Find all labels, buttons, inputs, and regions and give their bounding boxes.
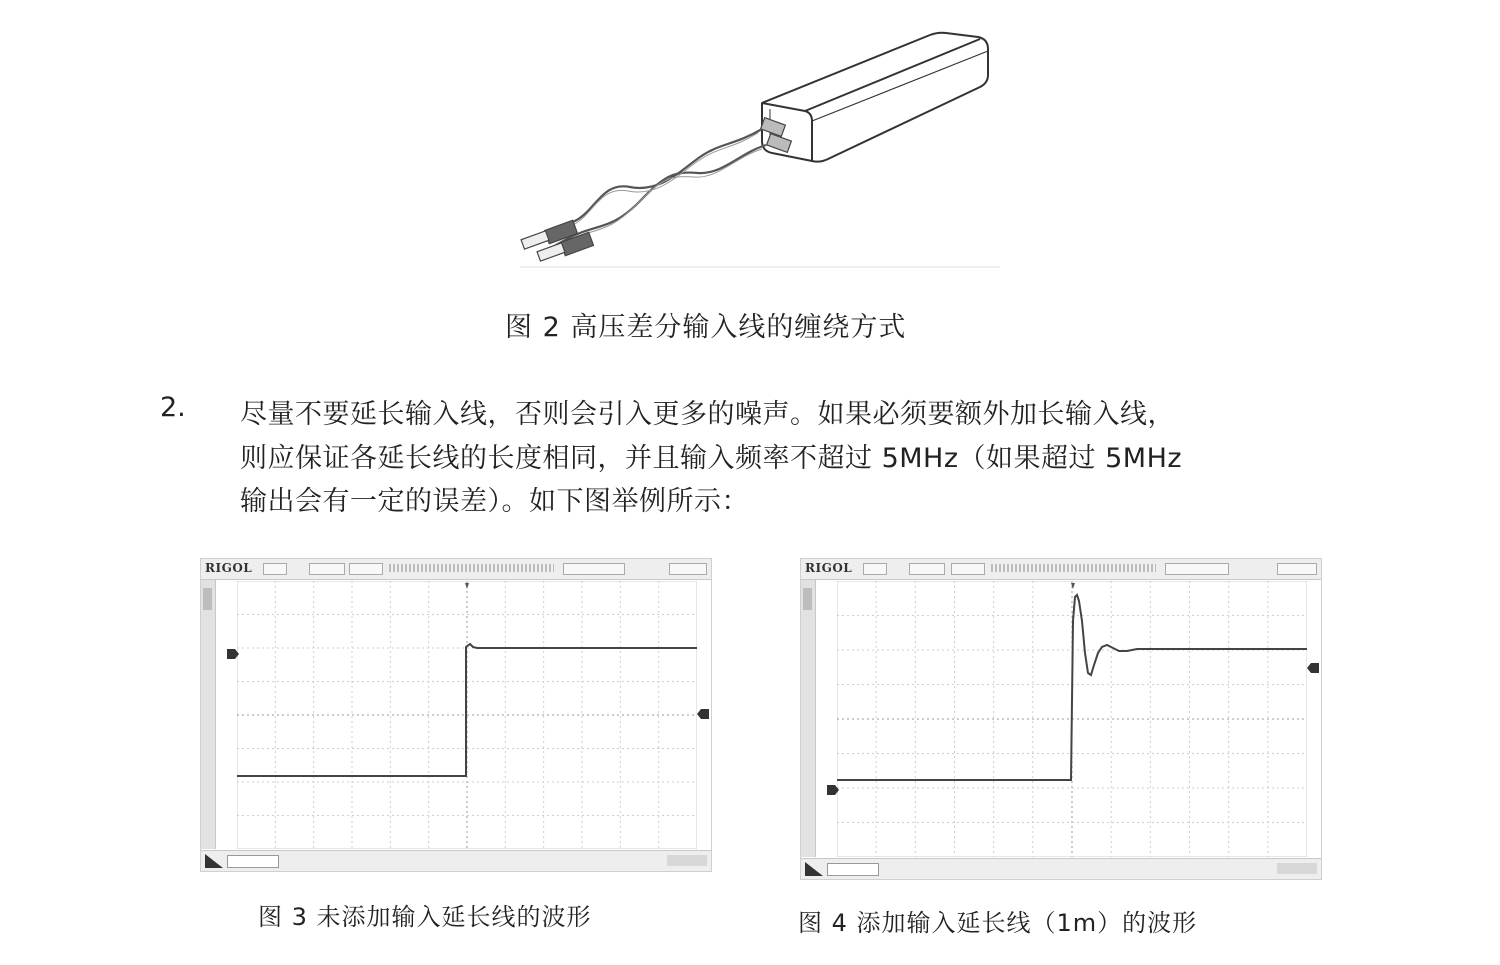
trigger-box [669,563,707,575]
scope-left-bar [201,580,216,849]
memory-depth-bar [991,564,1156,572]
channel-scale-box [227,855,279,868]
brand-logo: RIGOL [205,561,253,575]
probe-illustration [500,25,1010,275]
channel-marker-icon [227,649,239,659]
delay-box [1165,563,1229,575]
waveform-trace [237,644,697,776]
scope-status-box [263,563,287,575]
scope-status-box [863,563,887,575]
timebase-box [309,563,345,575]
scope-bottom-bar [801,858,1321,879]
oscilloscope-screen-figure-4 [800,558,1322,880]
waveform-grid [837,581,1307,857]
scope-top-bar [801,559,1321,580]
figure-3-caption: 图 3 未添加输入延长线的波形 [258,903,592,931]
brand-logo: RIGOL [805,561,853,575]
sample-rate-box [951,563,985,575]
scope-top-bar [201,559,711,580]
trigger-level-icon [1307,663,1319,673]
trigger-marker-icon [465,583,469,589]
waveform-grid [237,581,697,849]
oscilloscope-screen-figure-3 [200,558,712,872]
paragraph-line-3: 输出会有一定的误差）。如下图举例所示： [240,486,749,517]
scope-bottom-bar [201,850,711,871]
sample-rate-box [349,563,383,575]
channel-marker-icon [827,785,839,795]
differential-probe-drawing [500,25,1010,275]
list-number: 2. [160,392,186,423]
figure-2-caption: 图 2 高压差分输入线的缠绕方式 [505,312,907,343]
trigger-level-icon [697,709,709,719]
usb-icon [1277,863,1317,874]
figure-4-caption: 图 4 添加输入延长线（1m）的波形 [798,909,1198,937]
trigger-box [1277,563,1317,575]
waveform-trace [837,595,1307,780]
delay-box [563,563,625,575]
paragraph-line-1: 尽量不要延长输入线，否则会引入更多的噪声。如果必须要额外加长输入线， [240,399,1175,430]
memory-depth-bar [389,564,554,572]
timebase-box [909,563,945,575]
paragraph-line-2: 则应保证各延长线的长度相同，并且输入频率不超过 5MHz（如果超过 5MHz [240,443,1183,474]
scope-left-bar [801,580,816,857]
usb-icon [667,855,707,866]
channel-scale-box [827,863,879,876]
